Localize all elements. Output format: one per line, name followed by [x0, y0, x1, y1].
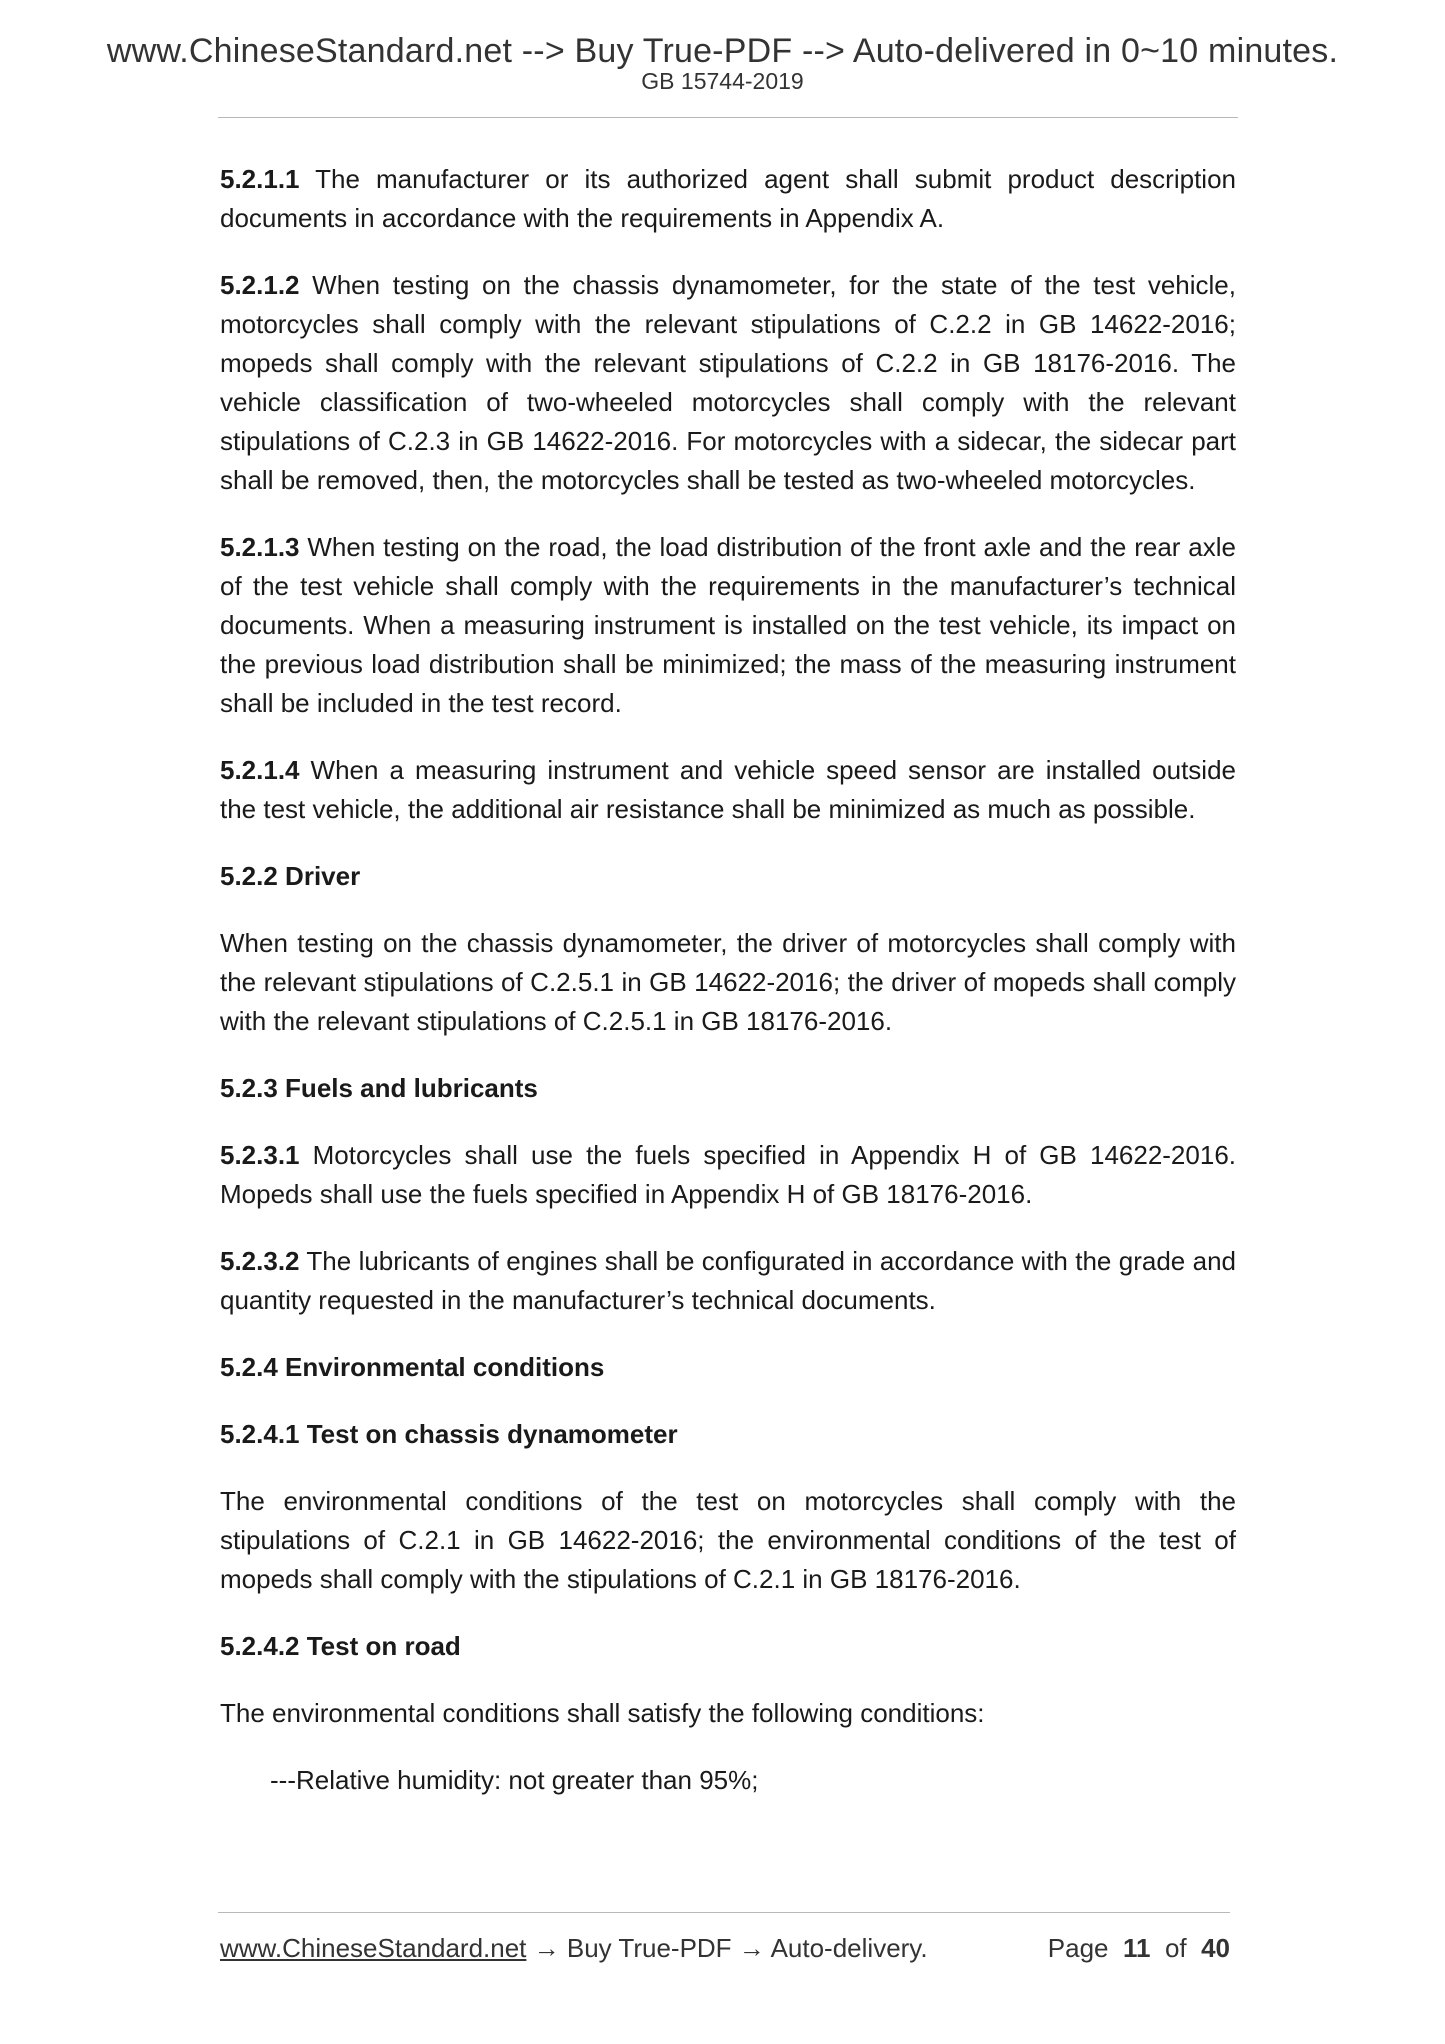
page-current: 11: [1122, 1933, 1151, 1963]
paragraph-chassis-conditions: The environmental conditions of the test on motorcycles shall comply with the stipulations of C.2.1 in GB 14622-2016; the environmental conditions of the test of mopeds shall comply with the stipulations of C.2.1 in GB 18176-2016.: [220, 1486, 1236, 1594]
paragraph-5-2-3-2: [220, 1242, 1236, 1320]
paragraph-5-2-3-1: [220, 1136, 1236, 1214]
heading-5-2-4-1: 5.2.4.1 Test on chassis dynamometer: [220, 1419, 678, 1449]
clause-number: 5.2.1.3: [220, 532, 300, 562]
paragraph-text: The lubricants of engines shall be configurated in accordance with the grade and quantity requested in the manufacturer’s technical documents.: [220, 1246, 1236, 1315]
page-label: Page: [1047, 1933, 1109, 1963]
paragraph-text: Motorcycles shall use the fuels specified in Appendix H of GB 14622-2016. Mopeds shall use the fuels specified in Appendix H of GB 18176-2016.: [220, 1140, 1236, 1209]
footer-divider: [218, 1912, 1230, 1913]
of-label: of: [1164, 1933, 1187, 1963]
heading-5-2-2: 5.2.2 Driver: [220, 861, 361, 891]
document-body: [220, 160, 1236, 1828]
paragraph-5-2-1-1: [220, 160, 1236, 238]
paragraph-5-2-1-4: [220, 751, 1236, 829]
clause-number: 5.2.3.1: [220, 1140, 300, 1170]
paragraph-text: The manufacturer or its authorized agent shall submit product description documents in accordance with the requirements in Appendix A.: [220, 164, 1236, 233]
paragraph-road-conditions: The environmental conditions shall satisfy the following conditions:: [220, 1698, 985, 1728]
paragraph-5-2-1-3: [220, 528, 1236, 723]
clause-number: 5.2.1.1: [220, 164, 300, 194]
clause-number: 5.2.1.2: [220, 270, 300, 300]
footer-promo: [220, 1933, 928, 1964]
footer-website-link[interactable]: www.ChineseStandard.net: [220, 1933, 527, 1963]
clause-number: 5.2.3.2: [220, 1246, 300, 1276]
footer-promo-text: → Buy True-PDF → Auto-delivery.: [526, 1933, 928, 1963]
paragraph-text: When a measuring instrument and vehicle speed sensor are installed outside the test vehicle, the additional air resistance shall be minimized as much as possible.: [220, 755, 1236, 824]
heading-5-2-3: 5.2.3 Fuels and lubricants: [220, 1073, 538, 1103]
paragraph-text: When testing on the chassis dynamometer, for the state of the test vehicle, motorcycles shall comply with the relevant stipulations of C.2.2 in GB 14622-2016; mopeds shall comply with the relevant stipulations of C.2.2 in GB 18176-2016. The vehicle classification of two-wheeled motorcycles shall comply with the relevant stipulations of C.2.3 in GB 14622-2016. For motorcycles with a sidecar, the sidecar part shall be removed, then, the motorcycles shall be tested as two-wheeled motorcycles.: [220, 270, 1236, 495]
header-divider: [218, 117, 1238, 118]
page-total: 40: [1201, 1933, 1230, 1963]
heading-5-2-4: 5.2.4 Environmental conditions: [220, 1352, 605, 1382]
page-indicator: [1048, 1933, 1230, 1964]
header-banner: www.ChineseStandard.net --> Buy True-PDF --> Auto-delivered in 0~10 minutes.: [106, 32, 1339, 70]
paragraph-driver: When testing on the chassis dynamometer, the driver of motorcycles shall comply with the relevant stipulations of C.2.5.1 in GB 14622-2016; the driver of mopeds shall comply with the relevant stipulations of C.2.5.1 in GB 18176-2016.: [220, 928, 1236, 1036]
standard-code: GB 15744-2019: [641, 68, 804, 94]
list-item-humidity: ---Relative humidity: not greater than 95%;: [270, 1765, 759, 1795]
paragraph-text: When testing on the road, the load distribution of the front axle and the rear axle of the test vehicle shall comply with the requirements in the manufacturer’s technical documents. When a measuring instrument is installed on the test vehicle, its impact on the previous load distribution shall be minimized; the mass of the measuring instrument shall be included in the test record.: [220, 532, 1236, 718]
paragraph-5-2-1-2: [220, 266, 1236, 500]
clause-number: 5.2.1.4: [220, 755, 300, 785]
heading-5-2-4-2: 5.2.4.2 Test on road: [220, 1631, 461, 1661]
